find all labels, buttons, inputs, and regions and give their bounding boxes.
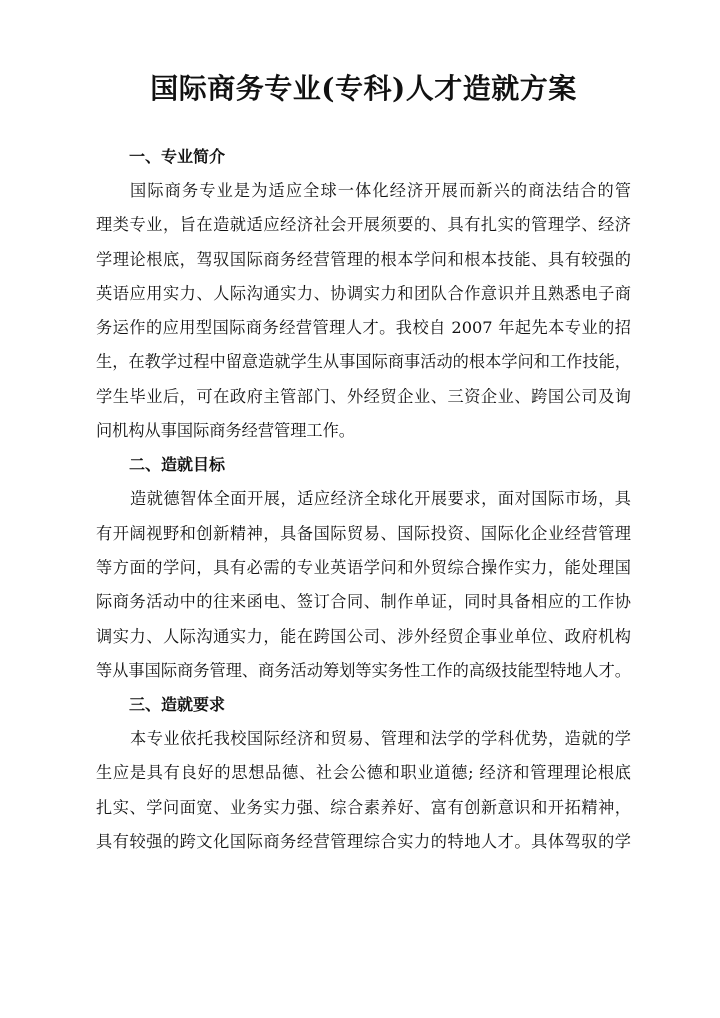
paragraph-line: 生，在教学过程中留意造就学生从事国际商事活动的根本学问和工作技能，: [96, 352, 631, 372]
paragraph-line: 学生毕业后，可在政府主管部门、外经贸企业、三资企业、跨国公司及询: [96, 386, 631, 406]
paragraph-line: 有开阔视野和创新精神，具备国际贸易、国际投资、国际化企业经营管理: [96, 523, 631, 543]
section-intro: [96, 140, 631, 448]
paragraph-line: 等从事国际商务管理、商务活动筹划等实务性工作的高级技能型特地人才。: [96, 660, 631, 680]
section-paragraph: [96, 722, 631, 859]
section-paragraph: [96, 174, 631, 448]
paragraph-line: 问机构从事国际商务经营管理工作。: [96, 421, 355, 441]
section-paragraph: [96, 482, 631, 688]
document-title: 国际商务专业(专科)人才造就方案: [150, 72, 577, 105]
document-page: [96, 62, 631, 859]
section-requirements: [96, 688, 631, 859]
paragraph-line: 际商务活动中的往来函电、签订合同、制作单证，同时具备相应的工作协: [96, 592, 631, 612]
section-goals: [96, 448, 631, 688]
paragraph-line: 务运作的应用型国际商务经营管理人才。我校自 2007 年起先本专业的招: [96, 318, 631, 338]
paragraph-line: 国际商务专业是为适应全球一体化经济开展而新兴的商法结合的管: [130, 181, 631, 200]
section-heading: 二、造就目标: [129, 455, 226, 475]
section-heading: 一、专业简介: [129, 147, 226, 166]
paragraph-line: 调实力、人际沟通实力，能在跨国公司、涉外经贸企事业单位、政府机构: [96, 626, 631, 646]
paragraph-line: 英语应用实力、人际沟通实力、协调实力和团队合作意识并且熟悉电子商: [96, 283, 631, 303]
section-heading: 三、造就要求: [129, 695, 226, 715]
paragraph-line: 等方面的学问，具有必需的专业英语学问和外贸综合操作实力，能处理国: [96, 557, 631, 577]
paragraph-line: 学理论根底，驾驭国际商务经营管理的根本学问和根本技能、具有较强的: [96, 249, 631, 269]
paragraph-line: 具有较强的跨文化国际商务经营管理综合实力的特地人才。具体驾驭的学: [96, 832, 631, 852]
paragraph-line: 扎实、学问面宽、业务实力强、综合素养好、富有创新意识和开拓精神，: [96, 797, 631, 817]
paragraph-line: 本专业依托我校国际经济和贸易、管理和法学的学科优势，造就的学: [130, 729, 631, 749]
paragraph-line: 理类专业，旨在造就适应经济社会开展须要的、具有扎实的管理学、经济: [96, 215, 631, 235]
paragraph-line: 造就德智体全面开展，适应经济全球化开展要求，面对国际市场，具: [130, 489, 631, 509]
paragraph-line: 生应是具有良好的思想品德、社会公德和职业道德; 经济和管理理论根底: [96, 763, 631, 783]
